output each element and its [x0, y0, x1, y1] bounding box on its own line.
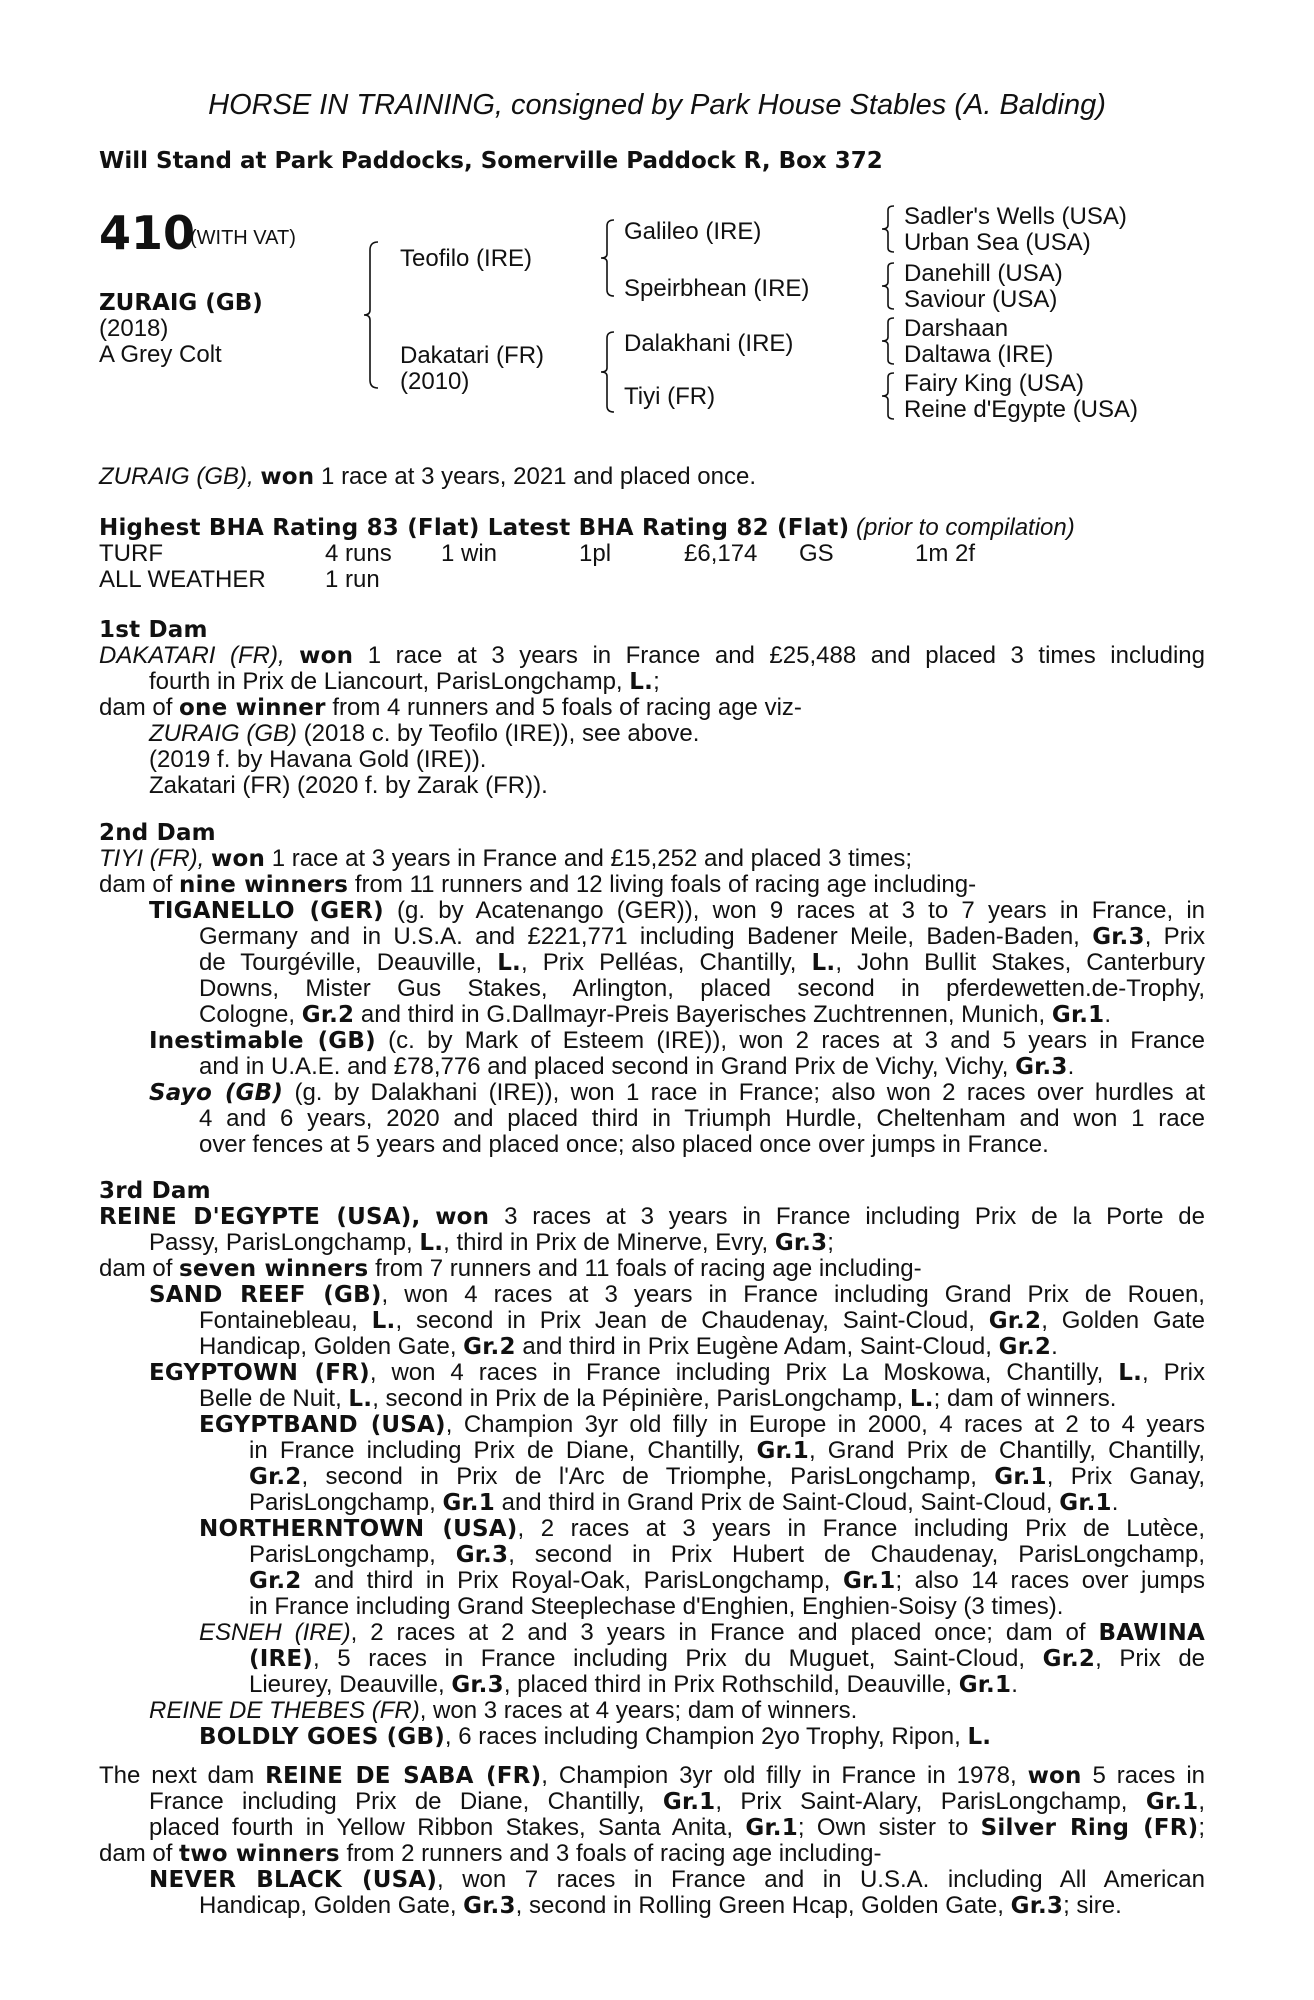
race-text: , won 7 races in France and in U.S.A. including All American — [437, 1867, 1205, 1893]
winners-count: two winners — [179, 1841, 340, 1867]
winners-count: seven winners — [179, 1256, 369, 1282]
rating-note: (prior to compilation) — [855, 514, 1075, 541]
text-line — [99, 695, 1205, 721]
won-label: won — [435, 1204, 490, 1230]
grade-label: Gr.2 — [463, 1334, 516, 1360]
race-text: , Prix — [1142, 1360, 1205, 1386]
race-text: , Prix Pelléas, Chantilly, — [521, 950, 797, 976]
race-text: (2019 f. by Havana Gold (IRE)). — [149, 746, 487, 773]
offspring-name: REINE DE THEBES (FR) — [149, 1697, 420, 1724]
won-label: won — [211, 846, 266, 872]
offspring-name: NORTHERNTOWN (USA) — [199, 1516, 518, 1542]
grade-label: Gr.2 — [301, 1002, 355, 1028]
grade-label: Gr.2 — [249, 1464, 302, 1490]
pedigree-brace-dam — [598, 330, 616, 414]
race-text: , Prix Saint-Alary, ParisLongchamp, — [715, 1789, 1128, 1815]
text-line — [99, 924, 1205, 950]
text-line — [99, 1516, 1205, 1542]
race-text: dam of — [99, 1840, 173, 1867]
aw-label: ALL WEATHER — [99, 566, 266, 593]
race-text: , won 4 races in France including Prix La Moskowa, Chantilly, — [369, 1360, 1104, 1386]
pedigree-brace-g1 — [880, 204, 896, 254]
race-text: . — [1067, 1053, 1075, 1080]
dam-name: TIYI (FR), — [99, 845, 205, 872]
race-text: , second in Prix de la Pépinière, ParisLongchamp, — [372, 1385, 904, 1412]
text-line — [99, 1230, 1205, 1256]
pedigree-g6: Daltawa (IRE) — [904, 341, 1054, 368]
turf-prize: £6,174 — [684, 540, 758, 567]
race-text: Zakatari (FR) (2020 f. by Zarak (FR)). — [149, 772, 548, 799]
pedigree-g1: Sadler's Wells (USA) — [904, 203, 1127, 230]
race-text: in France including Prix de Diane, Chantilly, — [249, 1438, 745, 1464]
grade-label: L. — [967, 1724, 992, 1750]
race-text: , Grand Prix de Chantilly, Chantilly, — [808, 1438, 1205, 1464]
pedigree-g5: Darshaan — [904, 315, 1009, 342]
pedigree-dam-sire: Dalakhani (IRE) — [624, 330, 794, 357]
race-text: 3 races at 3 years in France including Prix de la Porte de — [504, 1204, 1205, 1230]
text-line — [99, 1464, 1205, 1490]
race-text: placed fourth in Yellow Ribbon Stakes, Santa Anita, — [149, 1815, 734, 1841]
pedigree-g8: Reine d'Egypte (USA) — [904, 396, 1139, 423]
race-text: and third in G.Dallmayr-Preis Bayerisches Zuchtrennen, Munich, — [360, 1001, 1046, 1028]
text-line — [99, 1054, 1205, 1080]
pedigree-g7: Fairy King (USA) — [904, 370, 1085, 397]
offspring-name: ESNEH (IRE) — [199, 1620, 351, 1646]
pedigree-g3: Danehill (USA) — [904, 260, 1063, 287]
summary-won: won — [260, 464, 315, 490]
rating-text: Highest BHA Rating 83 (Flat) Latest BHA Rating 82 (Flat) — [99, 515, 850, 541]
grade-label: Gr.1 — [662, 1789, 716, 1815]
grade-label: L. — [371, 1308, 396, 1334]
won-label: won — [299, 643, 354, 669]
text-line — [99, 1893, 1205, 1919]
turf-placed: 1pl — [579, 540, 612, 567]
offspring-name: (IRE) — [249, 1646, 314, 1672]
race-text: and third in Prix Royal-Oak, ParisLongchamp, — [314, 1568, 831, 1594]
race-text: ; — [653, 668, 660, 695]
race-text: , Champion 3yr old filly in France in 1978, — [541, 1763, 1017, 1789]
rating-block — [99, 515, 1205, 595]
text-line — [99, 950, 1205, 976]
race-text: , second in Prix de l'Arc de Triomphe, ParisLongchamp, — [301, 1464, 977, 1490]
offspring-name: EGYPTBAND (USA) — [199, 1412, 446, 1438]
race-text: , Prix — [1144, 924, 1205, 950]
turf-going: GS — [799, 540, 834, 567]
text-line — [99, 1646, 1205, 1672]
race-text: Germany and in U.S.A. and £221,771 including Badener Meile, Baden-Baden, — [199, 924, 1080, 950]
text-line — [99, 1841, 1205, 1867]
text-line — [99, 1672, 1205, 1698]
race-text: ; Own sister to — [797, 1815, 969, 1841]
race-text: Downs, Mister Gus Stakes, Arlington, placed second in pferdewetten.de-Trophy, — [199, 976, 1205, 1002]
race-text: 4 and 6 years, 2020 and placed third in Triumph Hurdle, Cheltenham and won 1 race — [199, 1106, 1205, 1132]
offspring-name: TIGANELLO (GER) — [149, 898, 384, 924]
race-text: Belle de Nuit, — [199, 1385, 342, 1412]
horse-name: ZURAIG (GB) — [99, 290, 263, 316]
text-line — [99, 1282, 1205, 1308]
race-text: from 2 runners and 3 foals of racing age including- — [346, 1840, 882, 1867]
pedigree-g2: Urban Sea (USA) — [904, 229, 1091, 256]
race-text: , won 4 races at 3 years in France including Grand Prix de Rouen, — [381, 1282, 1205, 1308]
race-text: , Prix Ganay, — [1046, 1464, 1205, 1490]
grade-label: Gr.2 — [249, 1568, 302, 1594]
race-text: from 4 runners and 5 foals of racing age viz- — [332, 694, 802, 721]
pedigree-dam-dam: Tiyi (FR) — [624, 383, 716, 410]
turf-distance: 1m 2f — [915, 540, 976, 567]
race-text: ; — [827, 1229, 834, 1256]
race-text: (c. by Mark of Esteem (IRE)), won 2 races at 3 and 5 years in France — [388, 1028, 1205, 1054]
text-line — [99, 1568, 1205, 1594]
race-text: ; also 14 races over jumps — [895, 1568, 1205, 1594]
text-line — [99, 1438, 1205, 1464]
grade-label: Gr.2 — [988, 1308, 1042, 1334]
winners-count: nine winners — [179, 872, 349, 898]
race-text: , John Bullit Stakes, Canterbury — [835, 950, 1205, 976]
grade-label: Gr.1 — [442, 1490, 495, 1516]
race-text: France including Prix de Diane, Chantilly, — [149, 1789, 645, 1815]
race-text: . — [1011, 1671, 1018, 1698]
text-line — [99, 669, 1205, 695]
text-line — [99, 1815, 1205, 1841]
sibling-name: Silver Ring (FR) — [980, 1815, 1199, 1841]
race-text: fourth in Prix de Liancourt, ParisLongchamp, — [149, 668, 623, 695]
race-text: 5 races in — [1092, 1763, 1205, 1789]
horse-year: (2018) — [99, 315, 169, 342]
offspring-name: BOLDLY GOES (GB) — [199, 1724, 445, 1750]
race-text: 1 race at 3 years in France and £25,488 and placed 3 times including — [367, 643, 1205, 669]
won-label: won — [1027, 1763, 1082, 1789]
stand-location: Will Stand at Park Paddocks, Somerville Paddock R, Box 372 — [99, 148, 883, 174]
race-text: The next dam — [99, 1763, 255, 1789]
race-text: 1 race at 3 years in France and £15,252 and placed 3 times; — [271, 845, 913, 872]
race-text: ; sire. — [1063, 1892, 1122, 1919]
first-dam-section — [99, 617, 1205, 799]
text-line — [99, 898, 1205, 924]
race-text: , 2 races at 2 and 3 years in France and placed once; dam of — [350, 1620, 1086, 1646]
next-dam-section — [99, 1763, 1205, 1919]
race-text: (g. by Dalakhani (IRE)), won 1 race in France; also won 2 races over hurdles at — [294, 1080, 1205, 1106]
race-text: . — [1111, 1489, 1119, 1516]
text-line — [99, 1698, 1205, 1724]
race-text: in France including Grand Steeplechase d'Enghien, Enghien-Soisy (3 times). — [249, 1593, 1064, 1620]
text-line — [99, 1789, 1205, 1815]
summary-name: ZURAIG (GB), — [99, 463, 254, 490]
race-text: dam of — [99, 871, 173, 898]
pedigree-brace-sire — [598, 218, 616, 298]
turf-runs: 4 runs — [325, 540, 392, 567]
grade-label: Gr.2 — [1042, 1646, 1096, 1672]
text-line — [99, 1620, 1205, 1646]
race-text: , 5 races in France including Prix du Muguet, Saint-Cloud, — [313, 1646, 1026, 1672]
grade-label: Gr.1 — [994, 1464, 1047, 1490]
offspring-name: ZURAIG (GB) — [149, 720, 297, 747]
race-text: , second in Prix Hubert de Chaudenay, ParisLongchamp, — [508, 1542, 1205, 1568]
grade-label: Gr.1 — [842, 1568, 896, 1594]
grade-label: Gr.3 — [1015, 1054, 1068, 1080]
race-text: Handicap, Golden Gate, — [199, 1333, 457, 1360]
text-line — [99, 1542, 1205, 1568]
race-text: , placed third in Prix Rothschild, Deauville, — [503, 1671, 953, 1698]
race-text: from 11 runners and 12 living foals of racing age including- — [354, 871, 977, 898]
grade-label: Gr.1 — [1145, 1789, 1199, 1815]
text-line — [99, 1028, 1205, 1054]
race-text: and third in Prix Eugène Adam, Saint-Cloud, — [522, 1333, 992, 1360]
aw-runs: 1 run — [325, 566, 380, 593]
lot-number: 410 — [99, 206, 196, 260]
grade-label: L. — [629, 669, 654, 695]
grade-label: L. — [419, 1230, 444, 1256]
text-line — [99, 846, 1205, 872]
race-text: Cologne, — [199, 1001, 296, 1028]
race-text: Lieurey, Deauville, — [249, 1671, 445, 1698]
page-title: HORSE IN TRAINING, consigned by Park House Stables (A. Balding) — [208, 89, 1106, 121]
pedigree-brace-g4 — [880, 371, 896, 421]
grade-label: Gr.1 — [958, 1672, 1012, 1698]
offspring-name: SAND REEF (GB) — [149, 1282, 382, 1308]
race-text: , 2 races at 3 years in France including Prix de Lutèce, — [517, 1516, 1205, 1542]
text-line — [99, 1132, 1205, 1158]
vat-note: (WITH VAT) — [190, 227, 296, 249]
text-line — [99, 1490, 1205, 1516]
offspring-name: Inestimable (GB) — [149, 1028, 376, 1054]
third-dam-section — [99, 1178, 1205, 1750]
text-line — [99, 976, 1205, 1002]
offspring-name: NEVER BLACK (USA) — [149, 1867, 438, 1893]
race-text: and in U.A.E. and £78,776 and placed second in Grand Prix de Vichy, Vichy, — [199, 1053, 1009, 1080]
race-text: de Tourgéville, Deauville, — [199, 950, 483, 976]
grade-label: Gr.3 — [451, 1672, 504, 1698]
text-line — [99, 1080, 1205, 1106]
race-text: (g. by Acatenango (GER)), won 9 races at 3 to 7 years in France, in — [397, 898, 1205, 924]
race-text: , Prix de — [1095, 1646, 1205, 1672]
text-line — [99, 1204, 1205, 1230]
pedigree-brace-main — [360, 240, 380, 390]
race-text: , second in Rolling Green Hcap, Golden Gate, — [515, 1892, 1004, 1919]
pedigree-sire-sire: Galileo (IRE) — [624, 218, 762, 245]
grade-label: Gr.3 — [1010, 1893, 1064, 1919]
race-text: dam of — [99, 694, 173, 721]
text-line — [99, 1334, 1205, 1360]
turf-wins: 1 win — [441, 540, 498, 567]
text-line — [99, 643, 1205, 669]
race-text: , third in Prix de Minerve, Evry, — [443, 1229, 769, 1256]
pedigree-dam-year: (2010) — [400, 368, 470, 395]
pedigree-brace-g3 — [880, 316, 896, 366]
grade-label: Gr.1 — [1051, 1002, 1105, 1028]
summary-rest: 1 race at 3 years, 2021 and placed once. — [321, 463, 757, 490]
race-text: Passy, ParisLongchamp, — [149, 1229, 413, 1256]
race-text: , Champion 3yr old filly in Europe in 2000, 4 races at 2 to 4 years — [445, 1412, 1205, 1438]
race-text: , Golden Gate — [1041, 1308, 1205, 1334]
race-text: ; — [1198, 1815, 1205, 1841]
race-text: ; dam of winners. — [933, 1385, 1117, 1412]
pedigree-dam: Dakatari (FR) — [400, 342, 545, 369]
turf-label: TURF — [99, 540, 163, 567]
race-summary — [99, 464, 1205, 490]
race-text: dam of — [99, 1255, 173, 1282]
race-text: . — [1051, 1333, 1058, 1360]
text-line — [99, 872, 1205, 898]
grade-label: L. — [909, 1386, 934, 1412]
text-line — [99, 1308, 1205, 1334]
section-heading: 3rd Dam — [99, 1178, 211, 1204]
second-dam-section — [99, 820, 1205, 1158]
text-line — [99, 1002, 1205, 1028]
text-line — [99, 721, 1205, 747]
text-line — [99, 1594, 1205, 1620]
dam-name: REINE D'EGYPTE (USA), — [99, 1204, 421, 1230]
text-line — [99, 773, 1205, 799]
grade-label: Gr.3 — [463, 1893, 516, 1919]
race-text: from 7 runners and 11 foals of racing age including- — [375, 1255, 922, 1282]
grade-label: Gr.1 — [756, 1438, 809, 1464]
race-text: , 6 races including Champion 2yo Trophy, Ripon, — [444, 1723, 961, 1750]
text-line — [99, 1360, 1205, 1386]
race-text: over fences at 5 years and placed once; also placed once over jumps in France. — [199, 1131, 1049, 1158]
offspring-name: Sayo (GB) — [149, 1080, 284, 1106]
race-text: (2018 c. by Teofilo (IRE)), see above. — [303, 720, 700, 747]
race-text: , won 3 races at 4 years; dam of winners. — [419, 1697, 858, 1724]
winners-count: one winner — [179, 695, 326, 721]
section-heading: 1st Dam — [99, 617, 208, 643]
offspring-name: EGYPTOWN (FR) — [149, 1360, 370, 1386]
grade-label: Gr.3 — [774, 1230, 828, 1256]
race-text: ParisLongchamp, — [249, 1489, 436, 1516]
race-text: Handicap, Golden Gate, — [199, 1892, 457, 1919]
text-line — [99, 1386, 1205, 1412]
pedigree-sire: Teofilo (IRE) — [400, 245, 533, 272]
text-line — [99, 1867, 1205, 1893]
grade-label: Gr.3 — [455, 1542, 509, 1568]
race-text: Fontainebleau, — [199, 1308, 358, 1334]
pedigree-sire-dam: Speirbhean (IRE) — [624, 275, 810, 302]
text-line — [99, 1724, 1205, 1750]
pedigree-brace-g2 — [880, 261, 896, 311]
grade-label: Gr.3 — [1092, 924, 1145, 950]
text-line — [99, 1106, 1205, 1132]
offspring-name: BAWINA — [1098, 1620, 1205, 1646]
section-heading: 2nd Dam — [99, 820, 216, 846]
text-line — [99, 1256, 1205, 1282]
grade-label: L. — [348, 1386, 373, 1412]
text-line — [99, 1763, 1205, 1789]
race-text: . — [1104, 1001, 1112, 1028]
grade-label: L. — [497, 950, 521, 976]
grade-label: Gr.1 — [1059, 1490, 1112, 1516]
race-text: , second in Prix Jean de Chaudenay, Saint-Cloud, — [395, 1308, 975, 1334]
pedigree-g4: Saviour (USA) — [904, 286, 1058, 313]
race-text: , — [1198, 1789, 1205, 1815]
grade-label: Gr.1 — [745, 1815, 798, 1841]
horse-description: A Grey Colt — [99, 341, 222, 368]
dam-name: REINE DE SABA (FR) — [265, 1763, 542, 1789]
text-line — [99, 747, 1205, 773]
grade-label: Gr.2 — [998, 1334, 1052, 1360]
race-text: and third in Grand Prix de Saint-Cloud, Saint-Cloud, — [501, 1489, 1053, 1516]
text-line — [99, 1412, 1205, 1438]
grade-label: L. — [811, 950, 836, 976]
race-text: ParisLongchamp, — [249, 1542, 436, 1568]
dam-name: DAKATARI (FR), — [99, 643, 285, 669]
grade-label: L. — [1118, 1360, 1143, 1386]
